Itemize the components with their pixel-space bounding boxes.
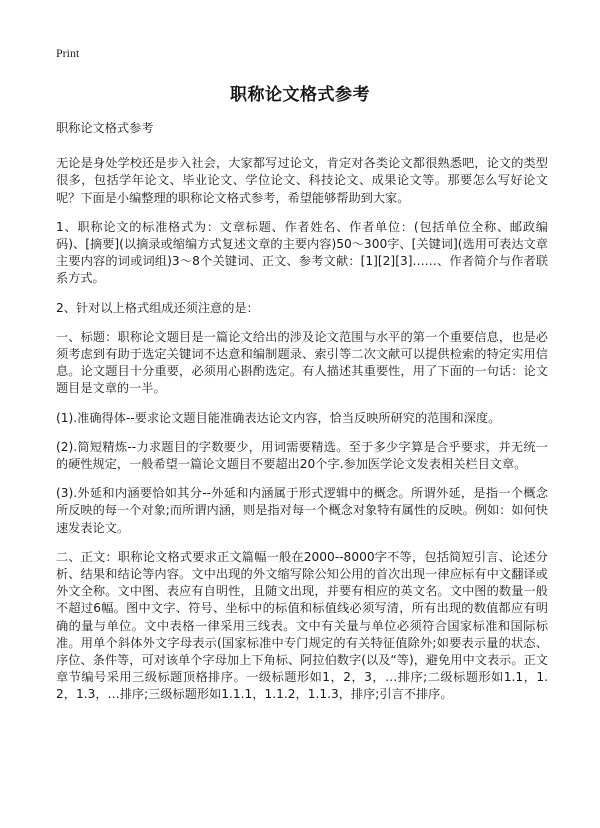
- title-point-1: (1).准确得体--要求论文题目能准确表达论文内容，恰当反映所研究的范围和深度。: [56, 410, 501, 425]
- title-point-3: (3).外延和内涵要恰如其分--外延和内涵属于形式逻辑中的概念。所谓外延，是指一个概念所反映的每一个对象;而所谓内涵，则是指对每一个概念对象特有属性的反映。例如：如何快速发表论文。: [56, 486, 548, 535]
- page-title: 职称论文格式参考: [230, 85, 370, 105]
- format-paragraph: 1、职称论文的标准格式为：文章标题、作者姓名、作者单位：(包括单位全称、邮政编码)、[摘要](以摘录或缩编方式复述文章的主要内容)50～300字、[关键词](选用可表达文章主要内容的词或词组)3～8个关键词、正文、参考文献：[1][2][3]……、作者简介与作者联系方式。: [56, 219, 548, 286]
- document-body: [56, 120, 548, 716]
- title-section-paragraph: 一、标题：职称论文题目是一篇论文给出的涉及论文范围与水平的第一个重要信息，也是必须考虑到有助于选定关键词不达意和编制题录、索引等二次文献可以提供检索的特定实用信息。论文题目十分重要，必须用心斟酌选定。有人描述其重要性，用了下面的一句话：论文题目是文章的一半。: [56, 329, 548, 396]
- document-subtitle: 职称论文格式参考: [56, 121, 154, 135]
- intro-paragraph: 无论是身处学校还是步入社会，大家都写过论文，肯定对各类论文都很熟悉吧，论文的类型很多，包括学年论文、毕业论文、学位论文、科技论文、成果论文等。那要怎么写好论文呢？下面是小编整理的职称论文格式参考，希望能够帮助到大家。: [56, 156, 548, 205]
- title-point-2: (2).简短精炼--力求题目的字数要少，用词需要精选。至于多少字算是合乎要求，并无统一的硬性规定，一般希望一篇论文题目不要超出20个字.参加医学论文发表相关栏目文章。: [56, 439, 548, 472]
- body-section-paragraph: 二、正文：职称论文格式要求正文篇幅一般在2000--8000字不等，包括简短引言、论述分析、结果和结论等内容。文中出现的外文缩写除公知公用的首次出现一律应标有中文翻译或外文全称。文中图、表应有自明性，且随文出现，并要有相应的英文名。文中图的数量一般不超过6幅。图中文字、符号、坐标中的标值和标值线必须写清，所有出现的数值都应有明确的量与单位。文中表格一律采用三线表。文中有关量与单位必须符合国家标准和国际标准。用单个斜体外文字母表示(国家标准中专门规定的有关特征值除外;如要表示量的状态、序位、条件等，可对该单个字母加上下角标、阿拉伯数字(以及“等)，避免用中文表示。正文章节编号采用三级标题顶格排序。一级标题形如1，2，3，…排序;二级标题形如1.1，1.2，1.3，…排序;三级标题形如1.1.1，1.1.2，1.1.3，排序;引言不排序。: [56, 549, 548, 702]
- print-link[interactable]: Print: [56, 46, 80, 60]
- notes-heading: 2、针对以上格式组成还须注意的是：: [56, 300, 259, 315]
